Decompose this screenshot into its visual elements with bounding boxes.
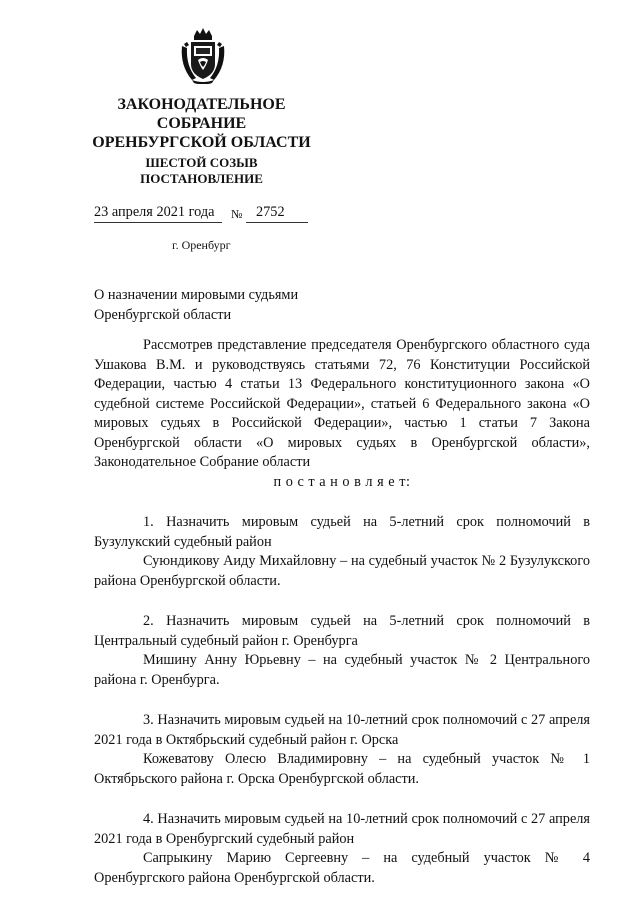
- item-4-appointee: Сапрыкину Марию Сергеевну – на судебный участок № 4 Оренбургского района Оренбургской области.: [94, 850, 590, 886]
- item-2-text: 2. Назначить мировым судьей на 5-летний срок полномочий в Центральный судебный район г. Оренбурга: [94, 613, 590, 649]
- item-3-text: 3. Назначить мировым судьей на 10-летний срок полномочий с 27 апреля 2021 года в Октябрьский судебный район г. Орска: [94, 712, 590, 748]
- document-number: 2752: [256, 204, 285, 220]
- number-underline: [246, 222, 308, 223]
- item-1-text: 1. Назначить мировым судьей на 5-летний срок полномочий в Бузулукский судебный район: [94, 514, 590, 550]
- document-subject: [94, 286, 394, 325]
- item-2-appointee: Мишину Анну Юрьевну – на судебный участок № 2 Центрального района г. Оренбурга.: [94, 652, 590, 688]
- subject-line-2: Оренбургской области: [94, 306, 232, 323]
- document-place: г. Оренбург: [172, 238, 231, 252]
- number-sign: №: [231, 207, 243, 221]
- document-type-label: ПОСТАНОВЛЕНИЕ: [140, 171, 263, 186]
- convocation-label: ШЕСТОЙ СОЗЫВ: [145, 155, 258, 170]
- issuer-title-line-2: СОБРАНИЕ: [156, 115, 247, 132]
- coat-of-arms-emblem: [178, 26, 228, 84]
- resolves-heading: п о с т а н о в л я е т:: [273, 473, 411, 490]
- document-date: 23 апреля 2021 года: [94, 204, 215, 220]
- document-body: [94, 336, 590, 888]
- item-1-appointee: Суюндикову Аиду Михайловну – на судебный участок № 2 Бузулукского района Оренбургской области.: [94, 553, 590, 589]
- issuer-title-line-3: ОРЕНБУРГСКОЙ ОБЛАСТИ: [92, 134, 311, 151]
- issuer-title-line-1: ЗАКОНОДАТЕЛЬНОЕ: [117, 96, 286, 113]
- item-4-text: 4. Назначить мировым судьей на 10-летний срок полномочий с 27 апреля 2021 года в Оренбургский судебный район: [94, 811, 590, 847]
- date-underline: [94, 222, 222, 223]
- item-3-appointee: Кожеватову Олесю Владимировну – на судебный участок № 1 Октябрьского района г. Орска Оренбургской области.: [94, 751, 590, 787]
- preamble-paragraph: Рассмотрев представление председателя Оренбургского областного суда Ушакова В.М. и руководствуясь статьями 72, 76 Конституции Российской Федерации, частью 4 статьи 13 Федерального конституционного закона «О судебной системе Российской Федерации», статьей 6 Федерального закона «О мировых судьях в Российской Федерации», частью 1 статьи 7 Закона Оренбургской области «О мировых судьях в Оренбургской области», Законодательное Собрание области: [94, 337, 590, 470]
- subject-line-1: О назначении мировыми судьями: [94, 287, 299, 303]
- issuer-title: [40, 95, 363, 152]
